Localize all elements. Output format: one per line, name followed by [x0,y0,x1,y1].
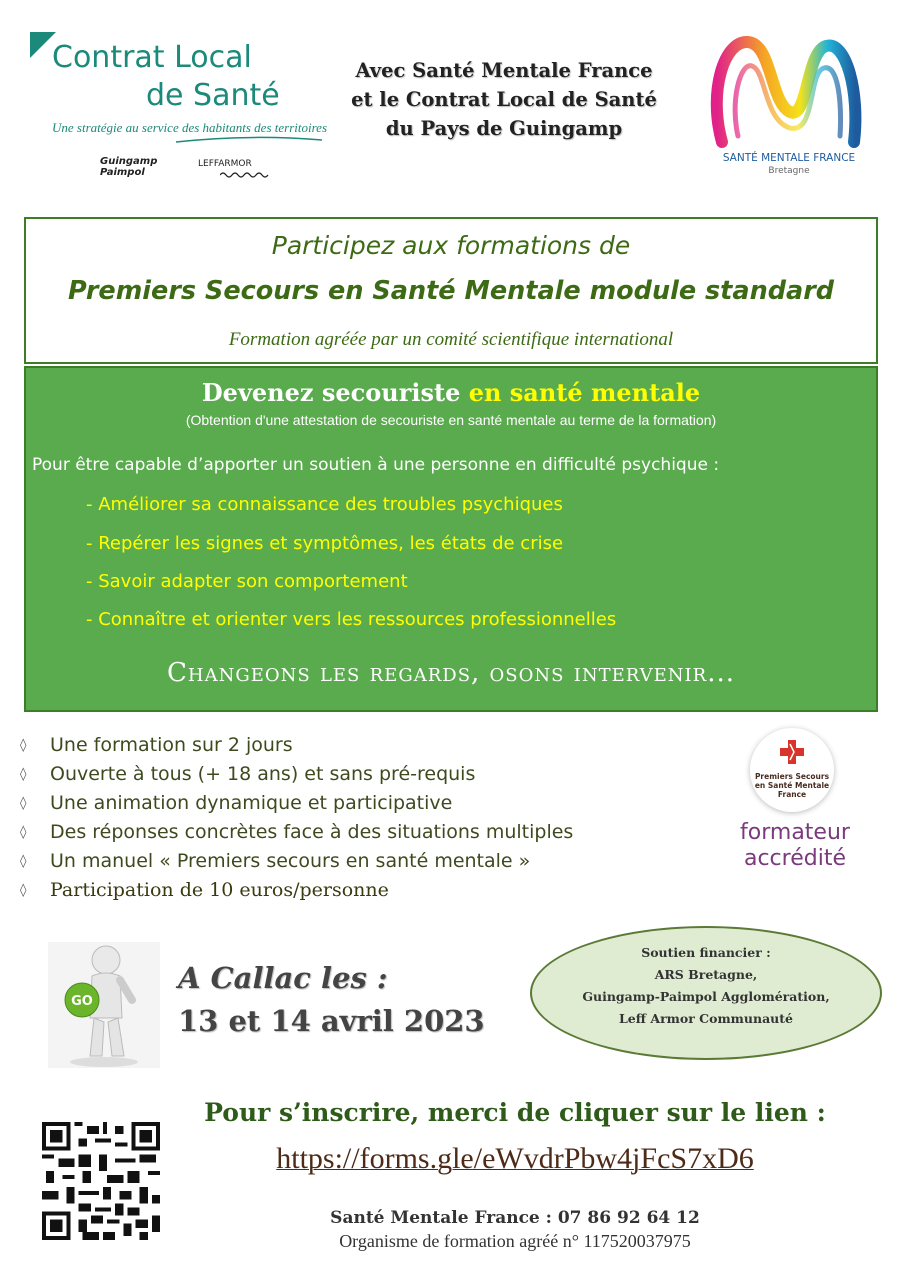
title-box [24,217,878,364]
panel-subheading: (Obtention d'une attestation de secouriste en santé mentale au terme de la formation) [185,412,717,428]
accredited-label [720,820,870,872]
green-info-panel [24,366,878,712]
contrat-local-sante-logo [24,28,329,193]
list-item-text: Un manuel « Premiers secours en santé mentale » [50,850,531,872]
logo-line-1: Contrat Local [52,40,252,75]
list-item-text: Une animation dynamique et participative [50,792,453,814]
qr-code-icon [42,1122,160,1240]
logo-line-2: de Santé [146,78,280,113]
funding-line: Leff Armor Communauté [619,1011,793,1026]
funding-ellipse [530,926,882,1060]
panel-heading-yellow: en santé mentale [468,378,701,407]
smf-logo-region: Bretagne [768,166,810,176]
accredited-label-line: formateur [740,820,850,845]
pssm-badge-text: Premiers Secours en Santé Mentale France [754,772,830,799]
title-line-3: Formation agréée par un comité scientifique international [228,329,674,350]
header-partners-text [330,56,678,143]
funding-text [532,942,880,1030]
header-line: et le Contrat Local de Santé [351,88,657,111]
sante-mentale-france-logo [704,32,874,182]
logo-tagline: Une stratégie au service des habitants des territoires [52,120,328,135]
go-figure-illustration [48,942,160,1068]
qr-code[interactable] [42,1122,160,1240]
diamond-bullet-icon: ◊ [20,767,27,782]
accredited-label-line: accrédité [743,846,846,871]
leffarmor-wave-icon [220,170,270,180]
panel-heading-white: Devenez secouriste [201,378,461,407]
list-item-text: Une formation sur 2 jours [50,734,293,756]
footer-contact: Santé Mentale France : 07 86 92 64 12 [330,1208,700,1228]
features-list [20,734,660,908]
panel-slogan: Changeons les regards, osons intervenir... [166,658,736,688]
event-dates: 13 et 14 avril 2023 [178,1004,485,1038]
registration-link[interactable]: https://forms.gle/eWvdrPbw4jFcS7xD6 [276,1142,754,1175]
list-item-text: Ouverte à tous (+ 18 ans) et sans pré-requis [50,763,476,785]
partner-guingamp-paimpol: Guingamp Paimpol [100,156,158,178]
funding-line: Guingamp-Paimpol Agglomération, [582,989,830,1004]
list-item-text: Des réponses concrètes face à des situations multiples [50,821,574,843]
logo-swoosh [174,132,324,144]
funding-line: ARS Bretagne, [654,967,758,982]
panel-lead-text: Pour être capable d’apporter un soutien à une personne en difficulté psychique : [32,455,720,475]
title-line-1: Participez aux formations de [271,231,631,260]
list-item [20,734,660,763]
list-item [20,792,660,821]
event-place: A Callac les : [178,961,388,995]
smf-logo-name: SANTÉ MENTALE FRANCE [722,152,856,164]
list-item-text: Participation de 10 euros/personne [50,879,389,901]
diamond-bullet-icon: ◊ [20,854,27,869]
panel-list-item: - Connaître et orienter vers les ressources professionnelles [86,609,617,630]
list-item [20,763,660,792]
panel-list-item: - Repérer les signes et symptômes, les états de crise [86,533,564,554]
event-date-block [178,958,485,1044]
header-line: Avec Santé Mentale France [355,59,653,82]
list-item [20,821,660,850]
diamond-bullet-icon: ◊ [20,796,27,811]
title-line-2: Premiers Secours en Santé Mentale module standard [67,276,835,306]
registration-label: Pour s’inscrire, merci de cliquer sur le lien : [204,1098,826,1127]
go-sign-text: GO [71,994,93,1009]
panel-list-item: - Savoir adapter son comportement [86,571,408,592]
diamond-bullet-icon: ◊ [20,883,27,898]
person-with-go-sign-icon [48,942,160,1068]
accredited-trainer-badge [720,728,870,878]
diamond-bullet-icon: ◊ [20,738,27,753]
list-item [20,850,660,879]
header-line: du Pays de Guingamp [385,117,623,140]
panel-heading [26,378,876,407]
diamond-bullet-icon: ◊ [20,825,27,840]
list-item [20,879,660,908]
first-aid-cross-icon [780,740,804,764]
funding-line: Soutien financier : [641,945,771,960]
partner-leffarmor: LEFFARMOR [198,159,252,169]
smf-m-shape-icon [704,32,874,150]
footer-organisme: Organisme de formation agréé n° 117520037975 [339,1231,691,1251]
panel-list-item: - Améliorer sa connaissance des troubles psychiques [86,494,563,515]
